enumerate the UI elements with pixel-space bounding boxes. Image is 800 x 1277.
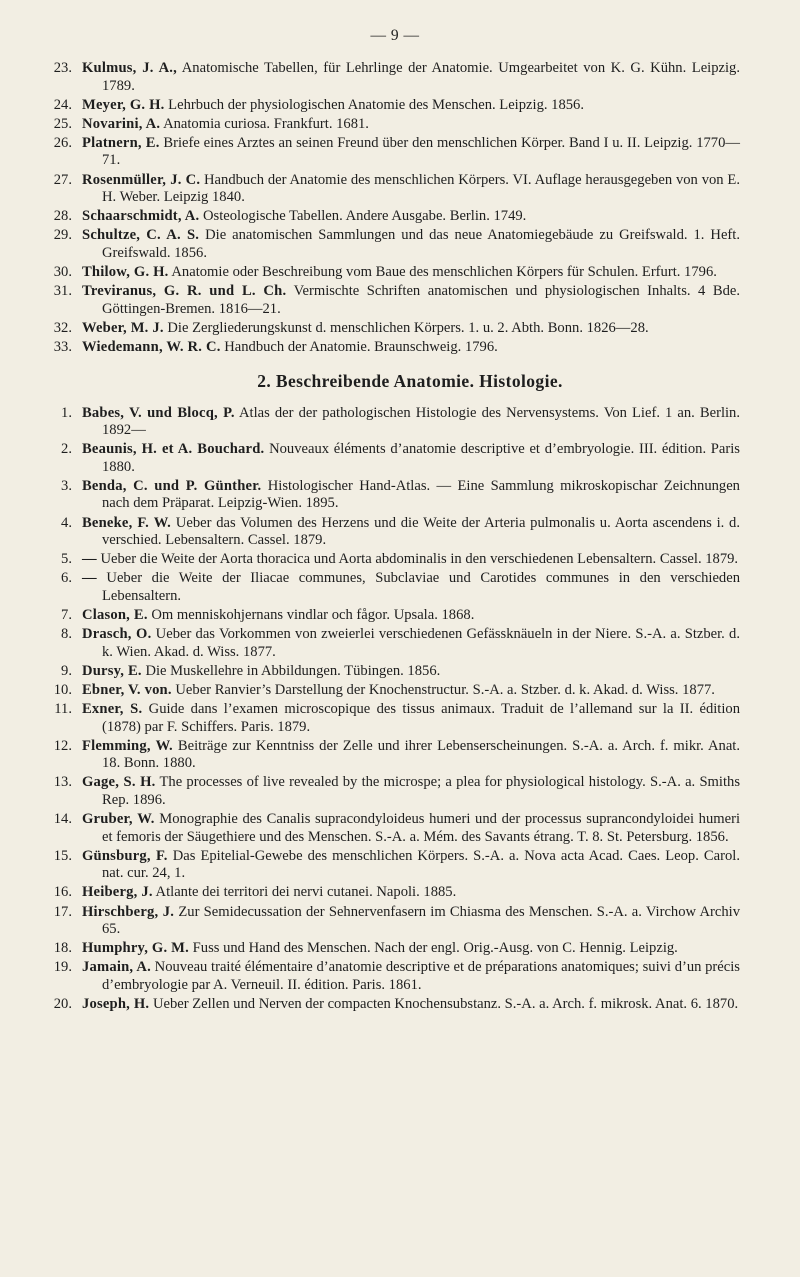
entry-author: Platnern, E.	[82, 134, 160, 151]
bibliography-entry	[50, 515, 740, 550]
entry-number: 7.	[61, 607, 72, 624]
bibliography-entry	[50, 774, 740, 809]
entry-text: Atlas der der pathologischen Histologie des Nervensystems. Von Lief. 1 an. Berlin. 1892—	[102, 404, 741, 439]
entry-author: Wiedemann, W. R. C.	[82, 338, 221, 355]
entry-text: Anatomische Tabellen, für Lehrlinge der Anatomie. Umgearbeitet von K. G. Kühn. Leipzig. 1789.	[102, 60, 741, 94]
bibliography-entry	[50, 940, 740, 958]
entry-number: 27.	[53, 171, 72, 188]
bibliography-entry	[50, 738, 740, 773]
entry-text: Ueber Zellen und Nerven der compacten Knochensubstanz. S.-A. a. Arch. f. mikrosk. Anat. 6. 1870.	[152, 996, 739, 1012]
entry-author: Meyer, G. H.	[82, 96, 165, 113]
entry-text: Guide dans l’examen microscopique des tissus animaux. Traduit de l’allemand sur la II. édition (1878) par F. Schiffers. Paris. 1879.	[102, 701, 740, 735]
entry-body	[82, 208, 740, 226]
entry-text: Das Epitelial-Gewebe des menschlichen Körpers. S.-A. a. Nova acta Acad. Caes. Leop. Carol. nat. cur. 24, 1.	[102, 847, 740, 882]
entry-body	[82, 320, 740, 338]
entry-number: 2.	[61, 441, 72, 458]
bibliography-entry	[50, 283, 740, 318]
entry-number: 6.	[61, 570, 72, 587]
bibliography-entry	[50, 570, 740, 605]
bibliography-entry	[50, 478, 740, 513]
entry-number: 28.	[53, 208, 72, 225]
entry-author: Beneke, F. W.	[82, 514, 172, 531]
entry-text: Die Zergliederungskunst d. menschlichen Körpers. 1. u. 2. Abth. Bonn. 1826—28.	[167, 319, 649, 336]
entry-body	[82, 405, 740, 440]
entry-number: 31.	[53, 283, 72, 300]
entry-author: Treviranus, G. R. und L. Ch.	[82, 283, 287, 300]
entry-number: 16.	[53, 884, 72, 901]
entry-author: Exner, S.	[82, 701, 143, 717]
entry-author: Drasch, O.	[82, 626, 152, 643]
entry-body	[82, 551, 740, 569]
section-histology-list	[50, 405, 740, 1014]
section-anatomy-list	[50, 60, 740, 357]
entry-number: 8.	[61, 626, 72, 643]
entry-body	[82, 135, 740, 170]
bibliography-entry	[50, 135, 740, 170]
entry-author: Ebner, V. von.	[82, 681, 172, 698]
entry-body	[82, 607, 740, 625]
entry-author: Schaarschmidt, A.	[82, 208, 200, 225]
entry-author: Heiberg, J.	[82, 884, 153, 901]
bibliography-entry	[50, 264, 740, 282]
entry-number: 1.	[61, 404, 72, 421]
entry-number: 30.	[53, 264, 72, 281]
entry-body	[82, 515, 740, 550]
entry-text: Osteologische Tabellen. Andere Ausgabe. Berlin. 1749.	[202, 208, 527, 225]
entry-body	[82, 283, 740, 318]
entry-text: Die anatomischen Sammlungen und das neue Anatomiegebäude zu Greifswald. 1. Heft. Greifswald. 1856.	[102, 227, 740, 261]
entry-body	[82, 848, 740, 883]
bibliography-entry	[50, 551, 740, 569]
entry-author: —	[82, 570, 97, 587]
bibliography-entry	[50, 607, 740, 625]
section-heading: 2. Beschreibende Anatomie. Histologie.	[257, 370, 563, 391]
bibliography-entry	[50, 996, 740, 1014]
entry-body	[82, 682, 740, 700]
entry-author: Beaunis, H. et A. Bouchard.	[82, 441, 265, 458]
bibliography-entry	[50, 320, 740, 338]
entry-author: Babes, V. und Blocq, P.	[82, 404, 235, 421]
entry-text: Om menniskohjernans vindlar och fågor. Upsala. 1868.	[151, 607, 475, 624]
entry-author: Hirschberg, J.	[82, 903, 175, 920]
entry-body	[82, 940, 740, 958]
entry-body	[82, 172, 740, 207]
entry-number: 14.	[53, 811, 72, 828]
entry-number: 18.	[53, 940, 72, 957]
bibliography-entry	[50, 339, 740, 357]
bibliography-entry	[50, 116, 740, 134]
entry-author: Weber, M. J.	[82, 319, 164, 336]
entry-body	[82, 626, 740, 661]
entry-number: 10.	[53, 681, 72, 698]
entry-body	[82, 339, 740, 357]
entry-body	[82, 811, 740, 846]
entry-text: Ueber das Volumen des Herzens und die Weite der Arteria pulmonalis u. Aorta ascendens i. d. verschied. Lebensaltern. Cassel. 1879.	[102, 514, 740, 549]
entry-body	[82, 959, 740, 994]
entry-number: 17.	[53, 903, 72, 920]
page-number: — 9 —	[370, 27, 420, 44]
bibliography-entry	[50, 811, 740, 846]
bibliography-entry	[50, 626, 740, 661]
entry-number: 29.	[53, 227, 72, 244]
entry-author: Benda, C. und P. Günther.	[82, 477, 262, 494]
entry-author: Gruber, W.	[82, 811, 155, 828]
bibliography-entry	[50, 959, 740, 994]
entry-text: The processes of live revealed by the microspe; a plea for physiological histology. S.-A. a. Smiths Rep. 1896.	[102, 774, 740, 808]
bibliography-entry	[50, 60, 740, 95]
entry-body	[82, 570, 740, 605]
entry-body	[82, 884, 740, 902]
bibliography-entry	[50, 884, 740, 902]
entry-text: Briefe eines Arztes an seinen Freund über den menschlichen Körper. Band I u. II. Leipzig. 1770—71.	[102, 134, 740, 169]
entry-body	[82, 701, 740, 736]
entry-author: Novarini, A.	[82, 115, 161, 132]
entry-number: 20.	[53, 996, 72, 1012]
bibliography-entry	[50, 682, 740, 700]
entry-author: Dursy, E.	[82, 662, 142, 679]
entry-body	[82, 116, 740, 134]
entry-number: 11.	[54, 701, 72, 717]
entry-text: Atlante dei territori dei nervi cutanei. Napoli. 1885.	[155, 884, 457, 901]
entry-body	[82, 904, 740, 939]
entry-number: 3.	[61, 477, 72, 494]
entry-text: Beiträge zur Kenntniss der Zelle und ihrer Lebenserscheinungen. S.-A. a. Arch. f. mikr. Anat. 18. Bonn. 1880.	[102, 737, 740, 772]
bibliography-entry	[50, 172, 740, 207]
entry-body	[82, 663, 740, 681]
bibliography-entry	[50, 441, 740, 476]
entry-text: Anatomia curiosa. Frankfurt. 1681.	[163, 115, 369, 132]
entry-text: Vermischte Schriften anatomischen und physiologischen Inhalts. 4 Bde. Göttingen-Bremen. 1816—21.	[102, 283, 741, 317]
bibliography-entry	[50, 848, 740, 883]
entry-author: Clason, E.	[82, 607, 148, 624]
entry-text: Nouveaux éléments d’anatomie descriptive et d’embryologie. III. édition. Paris 1880.	[102, 441, 740, 475]
entry-number: 12.	[53, 737, 72, 754]
entry-text: Monographie des Canalis supracondyloideus humeri und der processus suprancondyloidei humeri et femoris der Säugethiere und des Menschen. S.-A. a. Mém. des Savants étrang. T. 8. St. Petersburg. 1856.	[102, 811, 740, 845]
entry-author: Schultze, C. A. S.	[82, 227, 200, 244]
entry-body	[82, 264, 740, 282]
entry-text: Histologischer Hand-Atlas. — Eine Sammlung mikroskopischar Zeichnungen nach dem Präparat. Leipzig-Wien. 1895.	[102, 477, 740, 512]
entry-author: Jamain, A.	[82, 959, 151, 976]
entry-body	[82, 996, 740, 1014]
entry-number: 25.	[53, 115, 72, 132]
entry-text: Ueber die Weite der Iliacae communes, Subclaviae und Carotides communes in den verschieden Lebensaltern.	[102, 570, 741, 604]
entry-number: 9.	[61, 662, 72, 679]
entry-body	[82, 227, 740, 262]
entry-body	[82, 478, 740, 513]
bibliography-entry	[50, 663, 740, 681]
entry-text: Handbuch der Anatomie des menschlichen Körpers. VI. Auflage herausgegeben von von E. H. Weber. Leipzig 1840.	[102, 171, 740, 206]
entry-number: 24.	[53, 96, 72, 113]
bibliography-entry	[50, 405, 740, 440]
entry-text: Fuss und Hand des Menschen. Nach der engl. Orig.-Ausg. von C. Hennig. Leipzig.	[192, 940, 678, 957]
entry-author: Kulmus, J. A.,	[82, 60, 178, 76]
bibliography-entry	[50, 904, 740, 939]
entry-text: Ueber das Vorkommen von zweierlei verschiedenen Gefässknäueln in der Niere. S.-A. a. Stzber. d. k. Wien. Akad. d. Wiss. 1877.	[102, 626, 740, 660]
entry-number: 32.	[53, 319, 72, 336]
entry-text: Ueber Ranvier’s Darstellung der Knochenstructur. S.-A. a. Stzber. d. k. Akad. d. Wiss. 1877.	[175, 681, 715, 698]
entry-body	[82, 441, 740, 476]
entry-text: Lehrbuch der physiologischen Anatomie des Menschen. Leipzig. 1856.	[168, 96, 584, 113]
entry-author: Rosenmüller, J. C.	[82, 171, 201, 188]
entry-author: —	[82, 551, 97, 568]
entry-author: Gage, S. H.	[82, 774, 156, 791]
bibliography-entry	[50, 208, 740, 226]
entry-text: Anatomie oder Beschreibung vom Baue des menschlichen Körpers für Schulen. Erfurt. 1796.	[171, 264, 717, 281]
entry-number: 33.	[53, 338, 72, 355]
entry-number: 26.	[53, 134, 72, 151]
entry-body	[82, 738, 740, 773]
entry-number: 5.	[61, 551, 72, 568]
entry-author: Flemming, W.	[82, 737, 173, 754]
entry-text: Zur Semidecussation der Sehnervenfasern im Chiasma des Menschen. S.-A. a. Virchow Archiv 65.	[102, 903, 740, 938]
entry-text: Handbuch der Anatomie. Braunschweig. 1796.	[224, 338, 498, 355]
bibliography-entry	[50, 227, 740, 262]
entry-body	[82, 60, 740, 95]
entry-text: Die Muskellehre in Abbildungen. Tübingen. 1856.	[145, 662, 441, 679]
entry-body	[82, 774, 740, 809]
bibliography-entry	[50, 97, 740, 115]
entry-author: Thilow, G. H.	[82, 264, 169, 281]
entry-author: Humphry, G. M.	[82, 940, 189, 957]
entry-number: 23.	[53, 60, 72, 76]
entry-number: 19.	[53, 959, 72, 976]
entry-number: 4.	[61, 514, 72, 531]
entry-number: 15.	[53, 847, 72, 864]
entry-author: Günsburg, F.	[82, 847, 168, 864]
entry-number: 13.	[53, 774, 72, 791]
entry-text: Ueber die Weite der Aorta thoracica und Aorta abdominalis in den verschiedenen Lebensaltern. Cassel. 1879.	[100, 551, 739, 568]
entry-author: Joseph, H.	[82, 996, 150, 1012]
bibliography-entry	[50, 701, 740, 736]
entry-body	[82, 97, 740, 115]
entry-text: Nouveau traité élémentaire d’anatomie descriptive et de préparations anatomiques; suivi d’un précis d’embryologie par A. Verneuil. II. édition. Paris. 1861.	[102, 959, 740, 993]
